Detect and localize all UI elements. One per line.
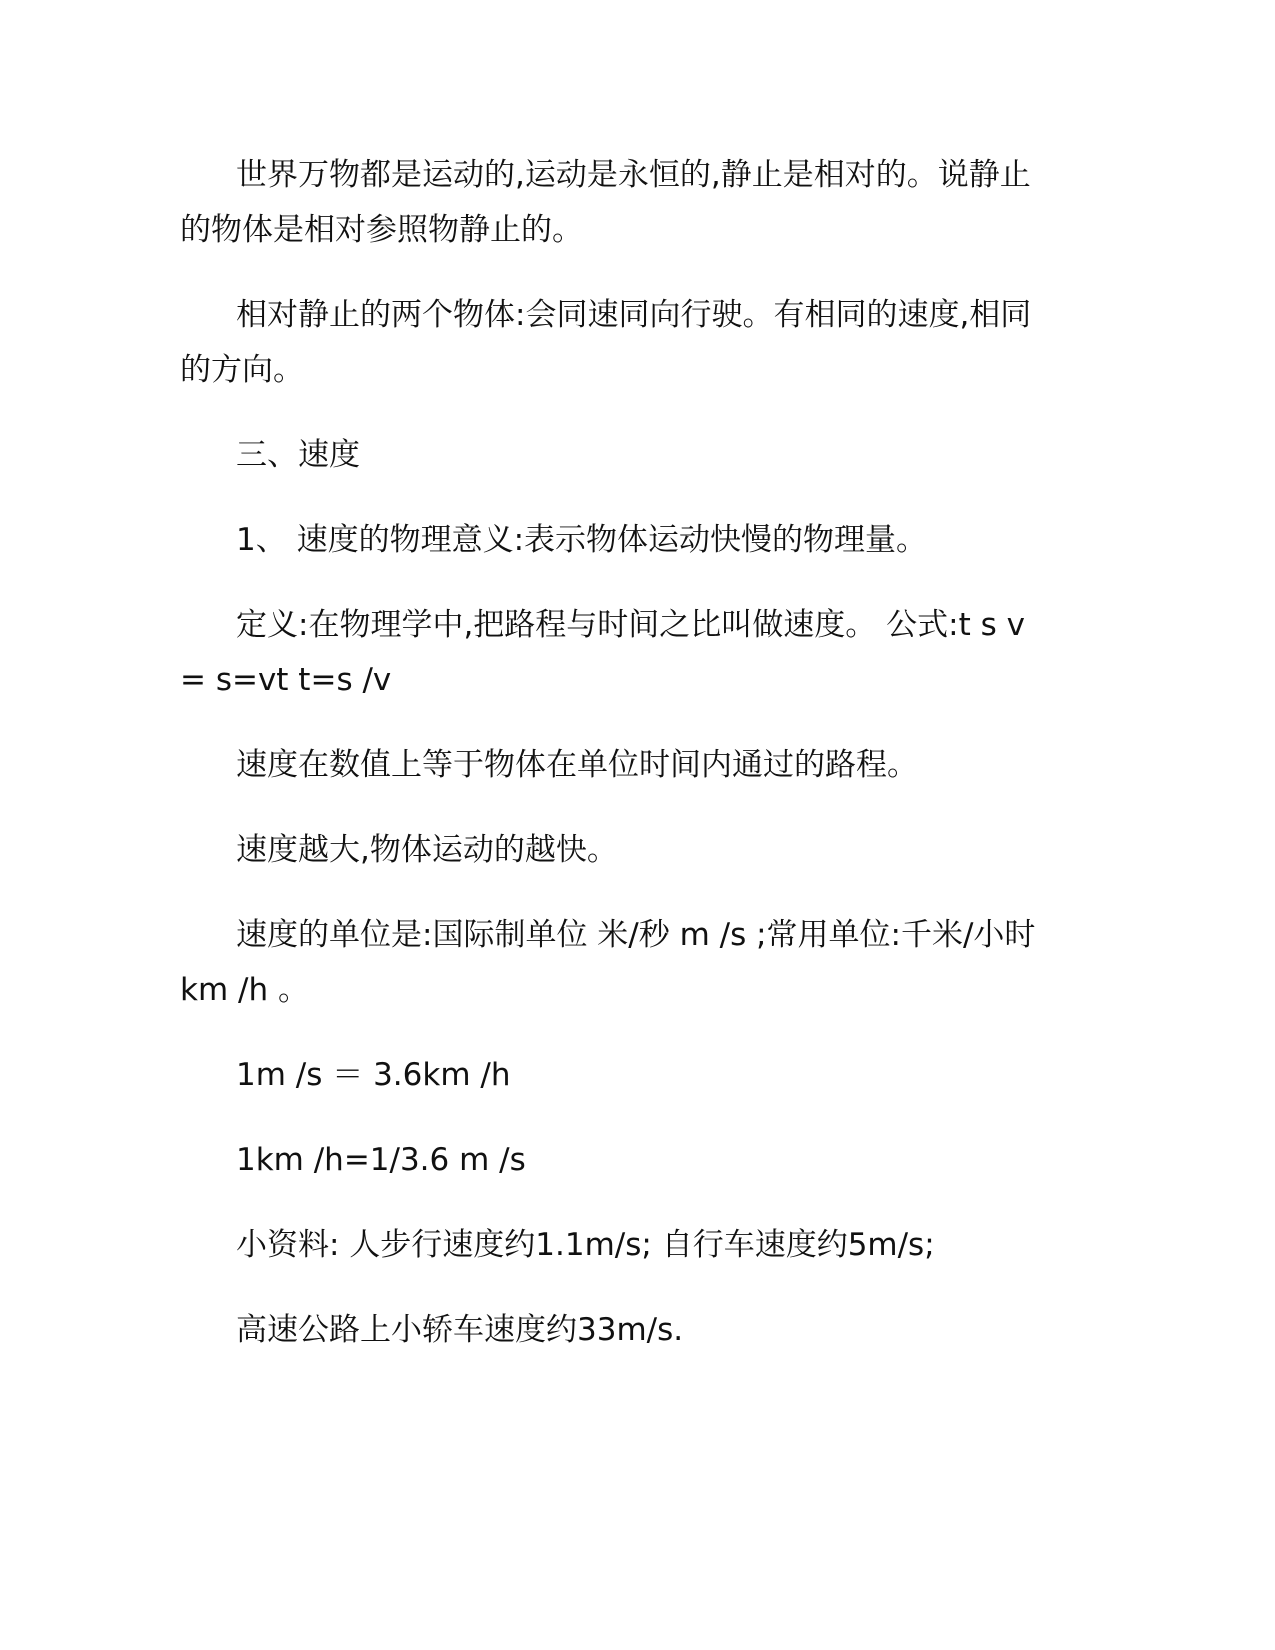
document-body (180, 148, 1040, 1388)
paragraph-speed-units: 速度的单位是:国际制单位 米/秒 m /s ;常用单位:千米/小时 km /h 。 (180, 917, 1036, 1008)
paragraph-conversion-ms-kmh: 1m /s ＝ 3.6km /h (236, 1057, 511, 1093)
paragraph-speed-faster: 速度越大,物体运动的越快。 (236, 832, 618, 868)
paragraph-conversion-kmh-ms: 1km /h=1/3.6 m /s (236, 1142, 526, 1178)
paragraph-speed-meaning: 1、 速度的物理意义:表示物体运动快慢的物理量。 (236, 522, 928, 558)
section-heading-speed: 三、速度 (236, 437, 360, 473)
paragraph-car-speed: 高速公路上小轿车速度约33m/s. (236, 1312, 684, 1348)
paragraph-speed-definition: 定义:在物理学中,把路程与时间之比叫做速度。 公式:t s v = s=vt t=s /v (180, 607, 1025, 698)
paragraph-motion-relative: 世界万物都是运动的,运动是永恒的,静止是相对的。说静止的物体是相对参照物静止的。 (180, 157, 1031, 248)
paragraph-reference-speeds: 小资料: 人步行速度约1.1m/s; 自行车速度约5m/s; (236, 1227, 935, 1263)
paragraph-relative-rest: 相对静止的两个物体:会同速同向行驶。有相同的速度,相同的方向。 (180, 297, 1032, 388)
paragraph-speed-value: 速度在数值上等于物体在单位时间内通过的路程。 (236, 747, 918, 783)
